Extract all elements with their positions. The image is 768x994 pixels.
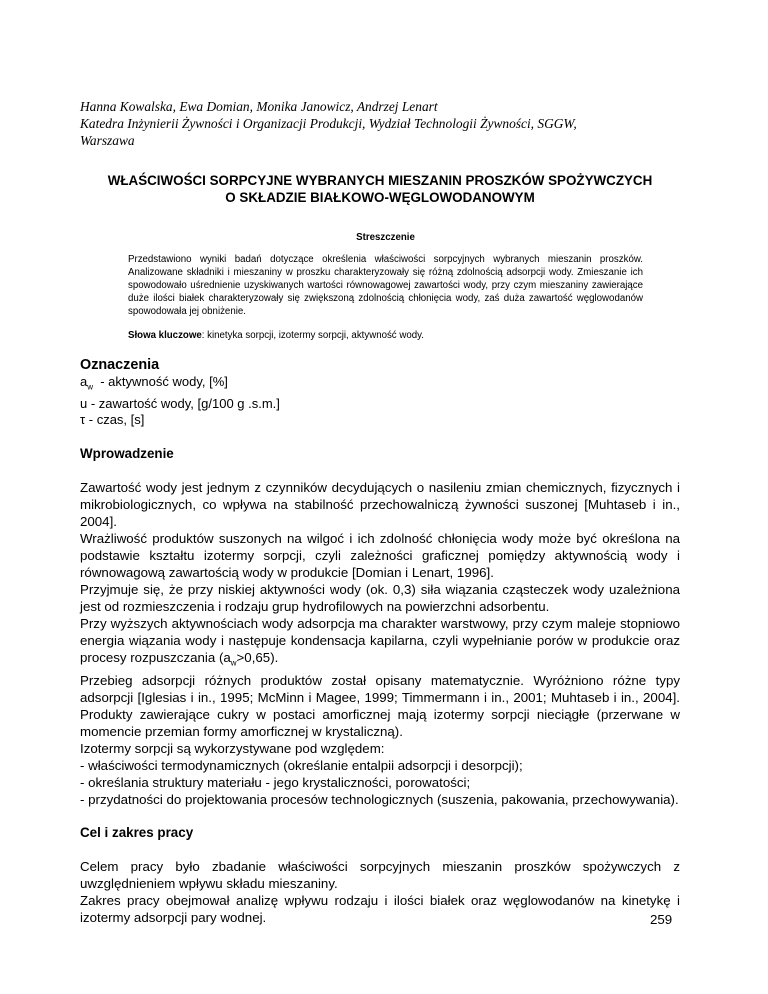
symbol-item — [80, 374, 680, 396]
page-content — [80, 98, 680, 926]
introduction-heading: Wprowadzenie — [80, 446, 174, 462]
paragraph: Przyjmuje się, że przy niskiej aktywności wody (ok. 0,3) siła wiązania cząsteczek wody uzależniona jest od rozmieszczenia i rodzaju grup hydrofilowych na powierzchni adsorbentu. — [80, 582, 680, 615]
symbol-item — [80, 412, 680, 429]
aim-body — [80, 858, 680, 926]
abstract-heading: Streszczenie — [356, 232, 415, 243]
symbol: u — [80, 395, 88, 411]
paragraph: Wrażliwość produktów suszonych na wilgoć i ich zdolność chłonięcia wody może być określona na podstawie kształtu izotermy sorpcji, czyli zależności graficznej pomiędzy aktywnością wody i równowagową zawartością wody w produkcie [Domian i Lenart, 1996]. — [80, 531, 680, 581]
list-item: - właściwości termodynamicznych (określanie entalpii adsorpcji i desorpcji); — [80, 757, 523, 773]
paragraph: Izotermy sorpcji są wykorzystywane pod względem: — [80, 740, 385, 756]
affiliation-city: Warszawa — [80, 133, 135, 148]
list-item: - określania struktury materiału - jego krystaliczności, porowatości; — [80, 774, 471, 790]
page-number: 259 — [650, 912, 673, 927]
symbol-description: - zawartość wody, [g/100 g .s.m.] — [87, 395, 280, 411]
paper-title — [80, 172, 680, 206]
title-line-1: WŁAŚCIWOŚCI SORPCYJNE WYBRANYCH MIESZANIN PROSZKÓW SPOŻYWCZYCH — [107, 173, 653, 188]
abstract — [80, 231, 680, 342]
keywords — [128, 329, 643, 342]
list-item: - przydatności do projektowania procesów technologicznych (suszenia, pakowania, przechowywania). — [80, 791, 679, 807]
symbol-description: - aktywność wody, [%] — [93, 373, 228, 389]
paragraph: Przy wyższych aktywnościach wody adsorpcja ma charakter warstwowy, przy czym maleje stopniowo energia wiązania wody i następuje kondensacja kapilarna, czyli wypełnianie porów w produkcie oraz procesy rozpuszczania $(a_w>0,65)$. — [80, 616, 680, 668]
paragraph: Przebieg adsorpcji różnych produktów został opisany matematycznie. Wyróżniono różne typy adsorpcji [Iglesias i in., 1995; McMinn i Magee, 1999; Timmermann i in., 2001; Muhtaseb i in., 2004]. Produkty zawierające cukry w postaci amorficznej mają izotermy sorpcji nieciągłe (przerwane w momencie przemian formy amorficznej w krystaliczną). — [80, 672, 680, 739]
paragraph: Zakres pracy obejmował analizę wpływu rodzaju i ilości białek oraz węglowodanów na kinetykę i izotermy adsorpcji pary wodnej. — [80, 892, 680, 925]
authors — [80, 98, 680, 149]
symbol-item — [80, 396, 680, 413]
paragraph: Zawartość wody jest jednym z czynników decydujących o nasileniu zmian chemicznych, fizycznych i mikrobiologicznych, co wpływa na stabilność przechowalniczą żywności suszonej [Muhtaseb i in., 2004]. — [80, 480, 680, 530]
paragraph: Celem pracy było zbadanie właściwości sorpcyjnych mieszanin proszków spożywczych z uwzględnieniem wpływu składu mieszaniny. — [80, 858, 680, 891]
author-names: Hanna Kowalska, Ewa Domian, Monika Janowicz, Andrzej Lenart — [80, 99, 438, 114]
introduction-body — [80, 479, 680, 808]
symbol: $a_w$ — [80, 373, 94, 392]
symbol: τ — [80, 412, 86, 428]
keywords-label: Słowa kluczowe — [128, 329, 202, 341]
aim-heading: Cel i zakres pracy — [80, 824, 194, 840]
affiliation: Katedra Inżynierii Żywności i Organizacji Produkcji, Wydział Technologii Żywności, SGGW, — [80, 116, 577, 131]
symbols-section — [80, 357, 680, 429]
title-line-2: O SKŁADZIE BIAŁKOWO-WĘGLOWODANOWYM — [225, 190, 535, 205]
symbol-description: - czas, [s] — [85, 412, 145, 428]
keywords-list: : kinetyka sorpcji, izotermy sorpcji, aktywność wody. — [201, 329, 424, 341]
symbols-heading: Oznaczenia — [80, 356, 160, 373]
abstract-text: Przedstawiono wyniki badań dotyczące określenia właściwości sorpcyjnych wybranych mieszanin proszków. Analizowane składniki i mieszaniny w proszku charakteryzowały się różną zdolnością adsorpcji wody. Zmieszanie ich spowodowało uśrednienie uzyskiwanych wartości równowagowej zawartości wody, przy czym mieszaniny zawierające duże ilości białek charakteryzowały się zwiększoną zdolnością chłonięcia wody, zaś duża zawartość węglowodanów spowodowała jej obniżenie. — [128, 254, 643, 318]
